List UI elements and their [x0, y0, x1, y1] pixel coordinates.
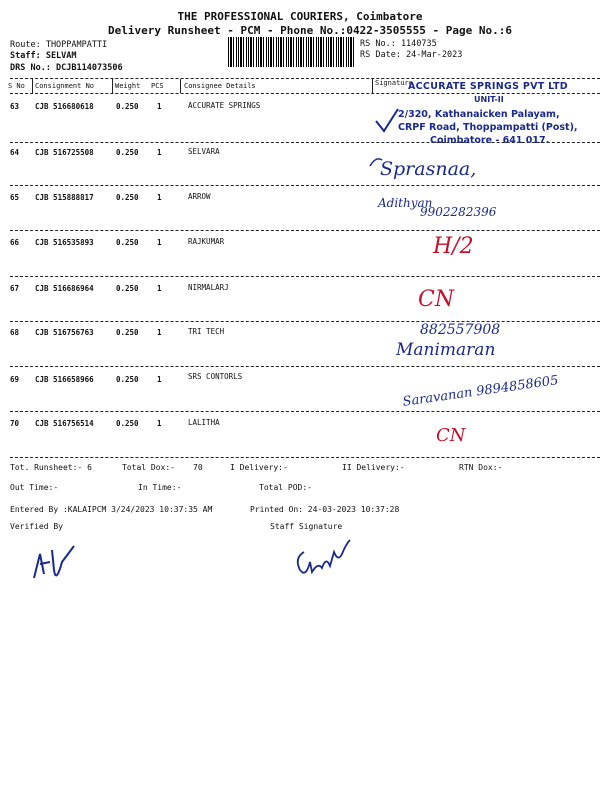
row-weight: 0.250: [116, 284, 139, 293]
signature-row-65-number: 9902282396: [420, 205, 497, 219]
row-sno: 67: [10, 284, 20, 293]
row-consignee: RAJKUMAR: [188, 237, 225, 246]
signature-row-67: CN: [418, 287, 455, 312]
row-rule: [10, 276, 600, 277]
col-header-consignment: Consignment No: [35, 82, 95, 90]
verifier-signature-icon: [28, 540, 84, 588]
rs-date: RS Date: 24-Mar-2023: [360, 50, 463, 60]
staff-label: Staff: SELVAM: [10, 51, 77, 61]
total-runsheet: Tot. Runsheet:- 6: [10, 463, 92, 472]
table-bottom-rule: [10, 457, 600, 458]
drs-label: DRS No.: DCJB114073506: [10, 63, 123, 73]
row-consignment: CJB 516686964: [35, 284, 94, 293]
staff-signature-icon: [292, 532, 356, 582]
row-consignment: CJB 516756763: [35, 328, 94, 337]
stamp-address-3: Coimbatore - 641 017.: [430, 135, 550, 146]
row-weight: 0.250: [116, 193, 139, 202]
row-consignment: CJB 516658966: [35, 375, 94, 384]
col-header-pcs: PCS: [151, 82, 164, 90]
col-divider: [32, 79, 33, 93]
row-pcs: 1: [157, 238, 162, 247]
col-divider: [112, 79, 113, 93]
row-consignee: SRS CONTORLS: [188, 372, 243, 381]
row-weight: 0.250: [116, 375, 139, 384]
row-consignee: ACCURATE SPRINGS: [188, 101, 261, 110]
i-delivery: I Delivery:-: [230, 463, 288, 472]
col-header-consignee: Consignee Details: [184, 82, 256, 90]
company-title: THE PROFESSIONAL COURIERS, Coimbatore: [177, 10, 423, 23]
out-time: Out Time:-: [10, 483, 59, 492]
table-top-rule: [10, 78, 600, 79]
row-rule: [10, 185, 600, 186]
row-consignment: CJB 516756514: [35, 419, 94, 428]
row-pcs: 1: [157, 328, 162, 337]
row-consignee: SELVARA: [188, 147, 220, 156]
rtn-dox: RTN Dox:-: [459, 463, 503, 472]
stamp-address-2: CRPF Road, Thoppampatti (Post),: [398, 122, 578, 133]
row-consignment: CJB 516680618: [35, 102, 94, 111]
rs-number: RS No.: 1140735: [360, 39, 437, 49]
row-weight: 0.250: [116, 419, 139, 428]
row-sno: 64: [10, 148, 20, 157]
total-dox-value: 70: [193, 463, 203, 472]
row-consignment: CJB 515888817: [35, 193, 94, 202]
in-time: In Time:-: [138, 483, 182, 492]
stamp-address-1: 2/320, Kathanaicken Palayam,: [398, 109, 560, 120]
row-sno: 69: [10, 375, 20, 384]
col-header-weight: Weight: [115, 82, 141, 90]
signature-row-68-name: Manimaran: [396, 340, 496, 360]
row-weight: 0.250: [116, 102, 139, 111]
signature-row-64: Sprasnaa,: [380, 158, 477, 180]
row-rule: [10, 321, 600, 322]
row-sno: 70: [10, 419, 20, 428]
ii-delivery: II Delivery:-: [342, 463, 405, 472]
route-label: Route: THOPPAMPATTI: [10, 40, 108, 50]
row-consignment: CJB 516725508: [35, 148, 94, 157]
barcode: [228, 37, 356, 67]
total-dox-label: Total Dox:-: [122, 463, 175, 472]
row-consignee: TRI TECH: [188, 327, 225, 336]
row-weight: 0.250: [116, 238, 139, 247]
row-consignee: LALITHA: [188, 418, 220, 427]
row-rule: [10, 411, 600, 412]
runsheet-title: Delivery Runsheet - PCM - Phone No.:0422-3505555 - Page No.:6: [108, 24, 512, 37]
row-pcs: 1: [157, 284, 162, 293]
row-pcs: 1: [157, 193, 162, 202]
row-rule: [10, 366, 600, 367]
row-pcs: 1: [157, 419, 162, 428]
col-divider: [180, 79, 181, 93]
signature-row-70: CN: [436, 425, 466, 446]
row-sno: 66: [10, 238, 20, 247]
tick-mark-icon: [372, 105, 402, 135]
signature-row-68-number: 882557908: [420, 322, 501, 338]
row-sno: 65: [10, 193, 20, 202]
row-pcs: 1: [157, 148, 162, 157]
staff-signature-label: Staff Signature: [270, 522, 343, 531]
signature-row-69: Saravanan 9894858605: [401, 373, 560, 410]
row-pcs: 1: [157, 102, 162, 111]
row-consignee: NIRMALARJ: [188, 283, 229, 292]
row-sno: 68: [10, 328, 20, 337]
verified-by-label: Verified By: [10, 522, 63, 531]
signature-row-65-name: Adithyan: [378, 196, 433, 210]
row-pcs: 1: [157, 375, 162, 384]
stamp-company: ACCURATE SPRINGS PVT LTD: [408, 81, 568, 92]
row-sno: 63: [10, 102, 20, 111]
signature-row-66: H/2: [433, 234, 474, 259]
row-rule: [10, 230, 600, 231]
total-pod: Total POD:-: [259, 483, 312, 492]
col-header-sno: S No: [8, 82, 25, 90]
row-weight: 0.250: [116, 328, 139, 337]
row-consignee: ARROW: [188, 192, 211, 201]
entered-by: Entered By :KALAIPCM 3/24/2023 10:37:35 AM: [10, 505, 213, 514]
printed-on: Printed On: 24-03-2023 10:37:28: [250, 505, 400, 514]
row-consignment: CJB 516535893: [35, 238, 94, 247]
header-bottom-rule: [10, 93, 600, 94]
stamp-unit: UNIT-II: [474, 95, 504, 104]
col-header-signature: Signature: [375, 79, 413, 87]
col-divider: [372, 79, 373, 93]
row-weight: 0.250: [116, 148, 139, 157]
